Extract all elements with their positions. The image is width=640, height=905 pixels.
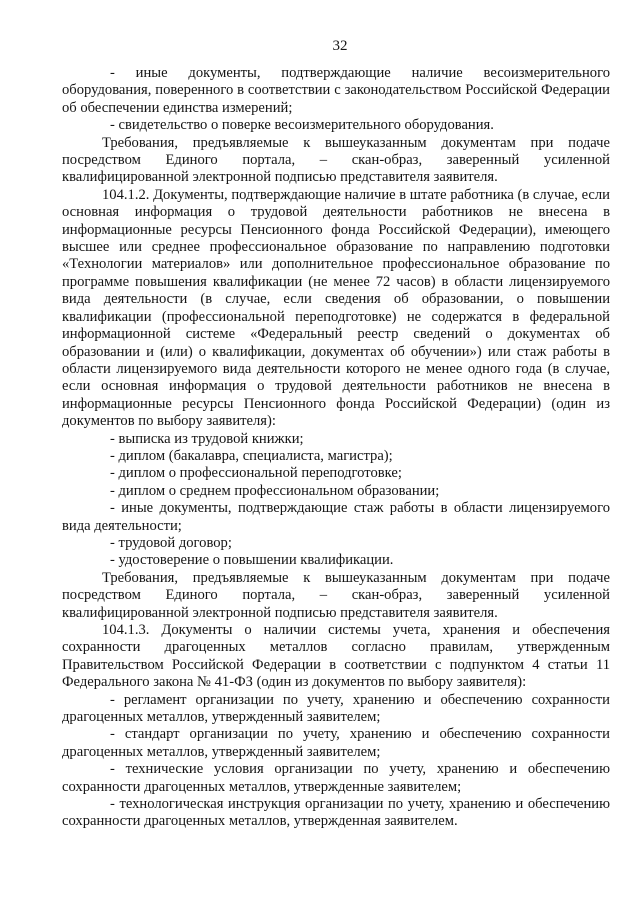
list-item: - свидетельство о поверке весоизмерительного оборудования.: [110, 117, 494, 134]
paragraph: Требования, предъявляемые к вышеуказанным документам при подаче посредством Единого портала, – скан-образ, заверенный усиленной квалифицированной электронной подписью представителя заявителя.: [62, 569, 610, 621]
list-item: - регламент организации по учету, хранению и обеспечению сохранности драгоценных металлов, утвержденный заявителем;: [62, 691, 610, 726]
list-item: - диплом о среднем профессиональном образовании;: [110, 482, 440, 499]
list-item: - диплом о профессиональной переподготовке;: [110, 465, 402, 482]
page-number: 32: [332, 38, 348, 54]
list-item: - технические условия организации по учету, хранению и обеспечению сохранности драгоценных металлов, утвержденные заявителем;: [62, 761, 610, 795]
list-item: - стандарт организации по учету, хранению и обеспечению сохранности драгоценных металлов, утвержденный заявителем;: [62, 726, 610, 760]
list-item: - выписка из трудовой книжки;: [110, 430, 304, 447]
section-104-1-3: 104.1.3. Документы о наличии системы учета, хранения и обеспечения сохранности драгоценных металлов согласно правилам, утвержденным Правительством Российской Федерации в соответствии с подпунктом 4 статьи 11 Федерального закона № 41-ФЗ (один из документов по выбору заявителя):: [62, 622, 610, 691]
list-item: - иные документы, подтверждающие стаж работы в области лицензируемого вида деятельности;: [62, 500, 610, 534]
list-item: - иные документы, подтверждающие наличие весоизмерительного оборудования, поверенного в соответствии с законодательством Российской Федерации об обеспечении единства измерений;: [62, 65, 610, 116]
list-item: - удостоверение о повышении квалификации.: [110, 552, 394, 569]
list-item: - технологическая инструкция организации по учету, хранению и обеспечению сохранности драгоценных металлов, утвержденная заявителем.: [62, 796, 610, 830]
list-item: - трудовой договор;: [110, 534, 232, 551]
section-104-1-2: 104.1.2. Документы, подтверждающие наличие в штате работника (в случае, если основная информация о трудовой деятельности работников не внесена в информационные ресурсы Пенсионного фонда Российской Федерации), имеющего высшее или среднее профессиональное образование по направлению подготовки «Технологии материалов» или дополнительное профессиональное образование по программе повышения квалификации (не менее 72 часов) в области лицензируемого вида деятельности (в случае, если сведения об образовании, о повышении квалификации (профессиональной переподготовке) не содержатся в федеральной информационной системе «Федеральный реестр сведений о документах об образовании и (или) о квалификации, документах об обучении») или стаж работы в области лицензируемого вида деятельности которого не менее одного года (в случае, если основная информация о трудовой деятельности работников не внесена в информационные ресурсы Пенсионного фонда Российской Федерации) (один из документов по выбору заявителя):: [62, 186, 610, 430]
paragraph: Требования, предъявляемые к вышеуказанным документам при подаче посредством Единого портала, – скан-образ, заверенный усиленной квалифицированной электронной подписью представителя заявителя.: [62, 134, 610, 186]
list-item: - диплом (бакалавра, специалиста, магистра);: [110, 447, 393, 464]
